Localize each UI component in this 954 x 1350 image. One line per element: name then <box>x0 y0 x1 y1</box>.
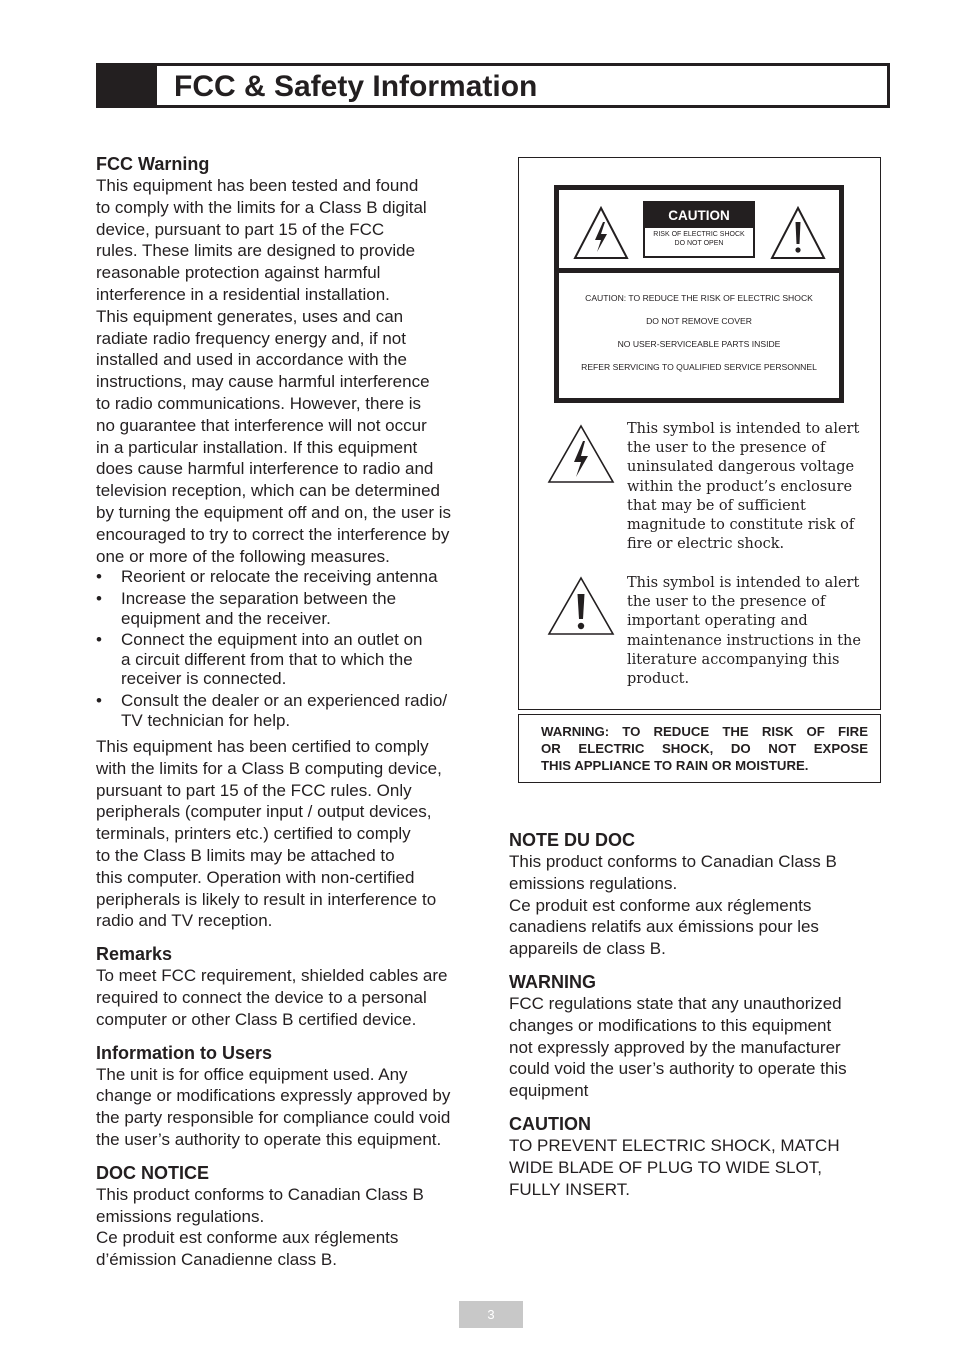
exclamation-symbol-text <box>627 574 867 689</box>
note-du-doc-text <box>509 851 877 960</box>
page-number: 3 <box>459 1301 523 1328</box>
text-line: WIDE BLADE OF PLUG TO WIDE SLOT, <box>509 1157 822 1177</box>
list-item <box>96 630 478 689</box>
text-line: magnitude to constitute risk of <box>627 517 855 534</box>
text-line: This equipment has been tested and found <box>96 176 419 195</box>
text-line: canadiens relatifs aux émissions pour les <box>509 917 819 937</box>
text-line: This equipment has been certified to comply <box>96 737 429 757</box>
text-line: maintenance instructions in the <box>627 632 861 649</box>
right-column <box>509 829 877 1200</box>
text-line: uninsulated dangerous voltage <box>627 459 855 476</box>
text-line: the party responsible for compliance could void <box>96 1108 451 1128</box>
remarks-text <box>96 965 478 1030</box>
text-line: FULLY INSERT. <box>509 1179 630 1199</box>
text-line: peripherals (computer input / output devices, <box>96 802 432 822</box>
warning-text <box>509 993 877 1102</box>
text-line: by turning the equipment off and on, the user is <box>96 502 452 522</box>
lightning-warning-icon <box>573 206 629 260</box>
text-line: reasonable protection against harmful <box>96 263 381 283</box>
text-line: television reception, which can be determined <box>96 481 440 501</box>
lightning-symbol-text <box>627 420 867 554</box>
text-line: not expressly approved by the manufacturer <box>509 1037 841 1057</box>
text-line: could void the user’s authority to operate this <box>509 1059 847 1079</box>
warning-heading: WARNING <box>509 971 596 992</box>
exclamation-symbol-icon <box>547 576 615 636</box>
text-line: installed and used in accordance with the <box>96 350 407 370</box>
text-line: this computer. Operation with non-certified <box>96 867 415 887</box>
text-line: radiate radio frequency energy and, if not <box>96 328 406 348</box>
text-line: the user to the presence of <box>627 440 826 457</box>
caution-box <box>643 201 755 258</box>
text-line: THIS APPLIANCE TO RAIN OR MOISTURE. <box>541 758 809 774</box>
fcc-measures-list <box>96 567 478 730</box>
text-line: that may be of sufficient <box>627 497 806 514</box>
text-line: This symbol is intended to alert <box>627 421 860 437</box>
text-line: the user to the presence of <box>627 594 826 611</box>
text-line: literature accompanying this <box>627 651 840 668</box>
caution-box-title: CAUTION <box>645 203 753 228</box>
text-line: • Connect the equipment into an outlet on <box>121 630 423 650</box>
text-line: • Reorient or relocate the receiving antenna <box>121 567 438 587</box>
text-line: emissions regulations. <box>509 873 678 893</box>
text-line: The unit is for office equipment used. Any <box>96 1064 408 1084</box>
text-line: fire or electric shock. <box>627 536 785 553</box>
fcc-warning-heading: FCC Warning <box>96 154 210 174</box>
text-line: WARNING: TO REDUCE THE RISK OF FIRE <box>541 724 868 739</box>
text-line: emissions regulations. <box>96 1206 265 1226</box>
text-line: a circuit different from that to which the <box>121 649 413 669</box>
fcc-certified-text <box>96 736 478 932</box>
text-line: rules. These limits are designed to provide <box>96 241 416 261</box>
caution-label-top <box>559 190 839 273</box>
text-line: in a particular installation. If this equipment <box>96 437 418 457</box>
text-line: terminals, printers etc.) certified to comply <box>96 824 411 844</box>
label-line-1: CAUTION: TO REDUCE THE RISK OF ELECTRIC SHOCK <box>585 293 813 303</box>
text-line: equipment <box>509 1081 589 1101</box>
text-line: to the Class B limits may be attached to <box>96 846 395 866</box>
text-line: This equipment generates, uses and can <box>96 306 404 326</box>
page-title: FCC & Safety Information <box>174 70 538 103</box>
lightning-symbol-icon <box>547 424 615 484</box>
page-header <box>96 63 890 108</box>
text-line: encouraged to try to correct the interference by <box>96 524 450 544</box>
text-line: computer or other Class B certified device. <box>96 1009 417 1029</box>
text-line: d’émission Canadienne class B. <box>96 1250 337 1270</box>
info-users-heading: Information to Users <box>96 1042 273 1063</box>
text-line: changes or modifications to this equipment <box>509 1015 832 1035</box>
left-column <box>96 153 478 1271</box>
label-line-3: NO USER-SERVICEABLE PARTS INSIDE <box>617 339 781 349</box>
text-line: with the limits for a Class B computing device, <box>96 758 442 778</box>
caution-box-risk <box>645 231 753 248</box>
text-line: no guarantee that interference will not occur <box>96 415 427 435</box>
fire-shock-warning-box <box>518 714 881 783</box>
text-line: This product conforms to Canadian Class B <box>509 852 837 871</box>
text-line: receiver is connected. <box>121 669 287 689</box>
text-line: interference in a residential installation. <box>96 284 390 304</box>
text-line: Ce produit est conforme aux réglements <box>96 1228 399 1248</box>
note-du-doc-heading: NOTE DU DOC <box>509 830 635 850</box>
doc-notice-heading: DOC NOTICE <box>96 1162 210 1183</box>
text-line: pursuant to part 15 of the FCC rules. Only <box>96 780 412 800</box>
text-line: instructions, may cause harmful interference <box>96 372 430 392</box>
label-line-4: REFER SERVICING TO QUALIFIED SERVICE PERSONNEL <box>581 362 817 372</box>
text-line: radio and TV reception. <box>96 911 273 931</box>
text-line: important operating and <box>627 613 808 630</box>
header-block <box>99 66 157 105</box>
risk-line-2: DO NOT OPEN <box>674 239 724 247</box>
text-line: Ce produit est conforme aux réglements <box>509 895 812 915</box>
remarks-heading: Remarks <box>96 944 173 965</box>
text-line: change or modifications expressly approved by <box>96 1086 451 1106</box>
text-line: • Increase the separation between the <box>121 588 397 608</box>
list-item <box>96 589 478 628</box>
text-line: To meet FCC requirement, shielded cables are <box>96 966 448 986</box>
text-line: This symbol is intended to alert <box>627 575 860 591</box>
label-line-2: DO NOT REMOVE COVER <box>646 316 752 326</box>
text-line: FCC regulations state that any unauthorized <box>509 993 842 1013</box>
risk-line-1: RISK OF ELECTRIC SHOCK <box>653 231 745 238</box>
caution-label <box>554 185 844 403</box>
caution-heading: CAUTION <box>509 1113 591 1134</box>
text-line: TV technician for help. <box>121 710 291 730</box>
text-line: equipment and the receiver. <box>121 608 331 628</box>
doc-notice-text <box>96 1184 478 1271</box>
caution-text <box>509 1135 877 1200</box>
text-line: device, pursuant to part 15 of the FCC <box>96 219 385 239</box>
info-users-text <box>96 1064 478 1151</box>
list-item <box>96 567 478 587</box>
text-line: OR ELECTRIC SHOCK, DO NOT EXPOSE <box>541 741 868 757</box>
text-line: does cause harmful interference to radio and <box>96 459 434 479</box>
text-line: product. <box>627 671 690 688</box>
text-line: within the product’s enclosure <box>627 478 853 495</box>
text-line: one or more of the following measures. <box>96 546 390 566</box>
text-line: peripherals is likely to result in interference to <box>96 889 437 909</box>
text-line: required to connect the device to a personal <box>96 988 427 1008</box>
text-line: the user’s authority to operate this equipment. <box>96 1130 442 1150</box>
text-line: • Consult the dealer or an experienced radio/ <box>121 690 448 710</box>
list-item <box>96 691 478 730</box>
text-line: to radio communications. However, there is <box>96 393 422 413</box>
fcc-warning-text <box>96 175 478 567</box>
text-line: This product conforms to Canadian Class B <box>96 1184 424 1204</box>
text-line: appareils de class B. <box>509 939 666 959</box>
exclamation-warning-icon <box>770 206 826 260</box>
text-line: TO PREVENT ELECTRIC SHOCK, MATCH <box>509 1135 840 1155</box>
text-line: to comply with the limits for a Class B digital <box>96 197 427 217</box>
